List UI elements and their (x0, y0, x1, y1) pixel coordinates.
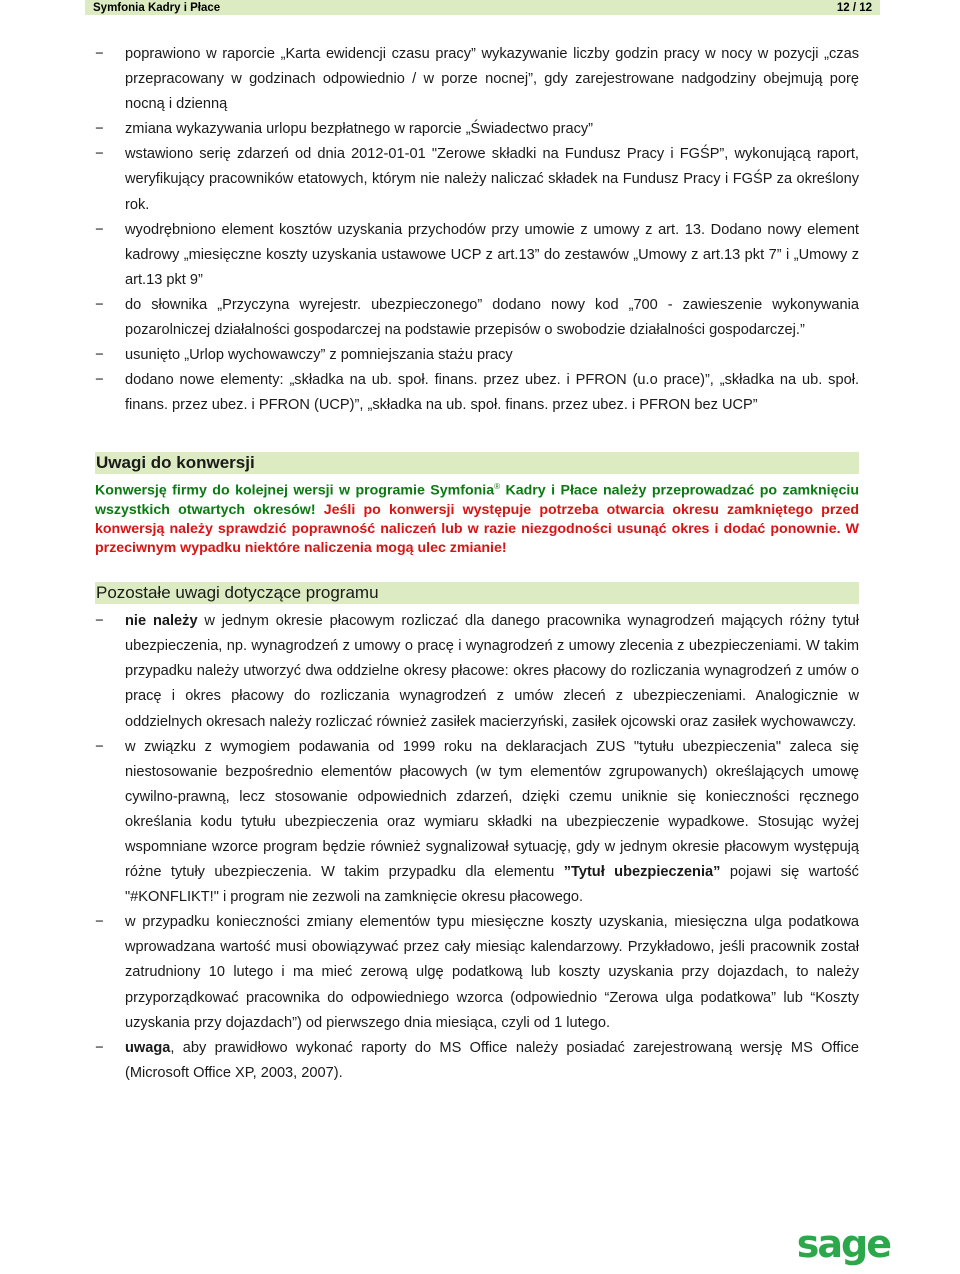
page-content (95, 42, 859, 1086)
item-text: w jednym okresie płacowym rozliczać dla danego pracownika wynagrodzeń mających różny tytuł ubezpieczenia, np. wynagrodzeń z umowy o pracę i wynagrodzeń z umowy zlecenia z ubezpieczeniami. W takim przypadku należy utworzyć dwa oddzielne okresy płacowe: okres płacowy do rozliczania wynagrodzeń z umów o pracę i okres płacowy do rozliczania wynagrodzeń z umów zleceń z ubezpieczeniami. Analogicznie w oddzielnych okresach należy rozliczać również zasiłek macierzyński, zasiłek ojcowski oraz zasiłek wychowawczy. (125, 613, 859, 730)
list-item: − zmiana wykazywania urlopu bezpłatnego w raporcie „Świadectwo pracy” (95, 117, 859, 142)
list-item: − do słownika „Przyczyna wyrejestr. ubezpieczonego” dodano nowy kod „700 - zawieszenie wykonywania pozarolniczej działalności gospodarczej na podstawie przepisów o swobodzie działalności gospodarczej.” (95, 293, 859, 343)
conversion-warning (95, 477, 859, 558)
registered-mark: ® (494, 482, 501, 492)
item-text: , aby prawidłowo wykonać raporty do MS Office należy posiadać zarejestrowaną wersję MS Office (Microsoft Office XP, 2003, 2007). (125, 1039, 859, 1081)
page-header (85, 0, 880, 15)
list-item: − dodano nowe elementy: „składka na ub. społ. finans. przez ubez. i PFRON (u.o prace)”, „składka na ub. społ. finans. przez ubez. i PFRON (UCP)”, „składka na ub. społ. finans. przez ubez. i PFRON bez UCP” (95, 368, 859, 418)
list-item: − poprawiono w raporcie „Karta ewidencji czasu pracy” wykazywanie liczby godzin pracy w nocy w pozycji „czas przepracowany w godzinach odpowiednio / w porze nocnej”, gdy zarejestrowane nadgodziny obejmują porę nocną i dzienną (95, 42, 859, 117)
section-title-other-notes: Pozostałe uwagi dotyczące programu (95, 582, 859, 604)
sage-logo: sage (796, 1222, 890, 1266)
bold-phrase: uwaga (125, 1039, 171, 1056)
list-item: − wyodrębniono element kosztów uzyskania przychodów przy umowie z umowy z art. 13. Dodano nowy element kadrowy „miesięczne koszty uzyskania ustawowe UCP z art.13” do zestawów „Umowy z art.13 pkt 7” i „Umowy z art.13 pkt 9” (95, 218, 859, 293)
item-text: w przypadku konieczności zmiany elementów typu miesięczne koszty uzyskania, miesięczna ulga podatkowa wprowadzana wartość musi obowiązywać przez cały miesiąc kalendarzowy. Przykładowo, jeśli pracownik został zatrudniony 10 lutego i ma mieć zerową ulgę podatkową lub koszty uzyskania przy dojazdach, to należy przyporządkować pracownika do odpowiedniego wzorca (odpowiednio “Zerowa ulga podatkowa” lub “Koszty uzyskania przy dojazdach”) od pierwszego dnia miesiąca, czyli od 1 lutego. (125, 914, 859, 1031)
list-item (95, 1036, 859, 1086)
warning-green-part-a: Konwersję firmy do kolejnej wersji w programie Symfonia (95, 483, 495, 500)
list-item (95, 910, 859, 1035)
list-item (95, 609, 859, 734)
bold-phrase: ”Tytuł ubezpieczenia” (563, 864, 721, 881)
bold-phrase: nie należy (125, 613, 198, 630)
item-text: w związku z wymogiem podawania od 1999 roku na deklaracjach ZUS "tytułu ubezpieczenia" zaleca się niestosowanie bezpośrednio elementów płacowych (w tym elementów zgrupowanych) określających umowę cywilno-prawną, lecz stosowanie odpowiednich zdarzeń, dzięki czemu uniknie się konieczności ręcznego określania kodu tytułu ubezpieczenia oraz wymiaru składki na ubezpieczenie wypadkowe. Stosując wyżej wspomniane wzorce program będzie również sygnalizował sytuację, gdy w jednym okresie płacowym występują różne tytuły ubezpieczenia. W takim przypadku dla elementu (125, 738, 859, 881)
item-text: pojawi się wartość "#KONFLIKT!" i program nie zezwoli na zamknięcie okresu płacowego. (125, 864, 859, 906)
list-item: − usunięto „Urlop wychowawczy” z pomniejszania stażu pracy (95, 343, 859, 368)
warning-red-part: Jeśli po konwersji występuje potrzeba otwarcia okresu zamkniętego przed konwersją należy sprawdzić poprawność naliczeń lub w razie niezgodności usunąć okres i dodać ponownie. W przeciwnym wypadku niektóre naliczenia mogą ulec zmianie! (95, 502, 860, 557)
page-number: 12 / 12 (836, 1, 872, 14)
warning-green-part-b: Kadry i Płace należy przeprowadzać po zamknięciu wszystkich otwartych okresów! (95, 483, 859, 519)
section-title-conversion: Uwagi do konwersji (95, 452, 859, 474)
header-title: Symfonia Kadry i Płace (93, 1, 221, 14)
changes-list (95, 42, 859, 418)
list-item (95, 735, 859, 911)
notes-list (95, 609, 859, 1086)
list-item: − wstawiono serię zdarzeń od dnia 2012-01-01 "Zerowe składki na Fundusz Pracy i FGŚP”, wykonującą raport, weryfikujący pracowników etatowych, którym nie należy naliczać składek na Fundusz Pracy i FGŚP za określony rok. (95, 142, 859, 217)
